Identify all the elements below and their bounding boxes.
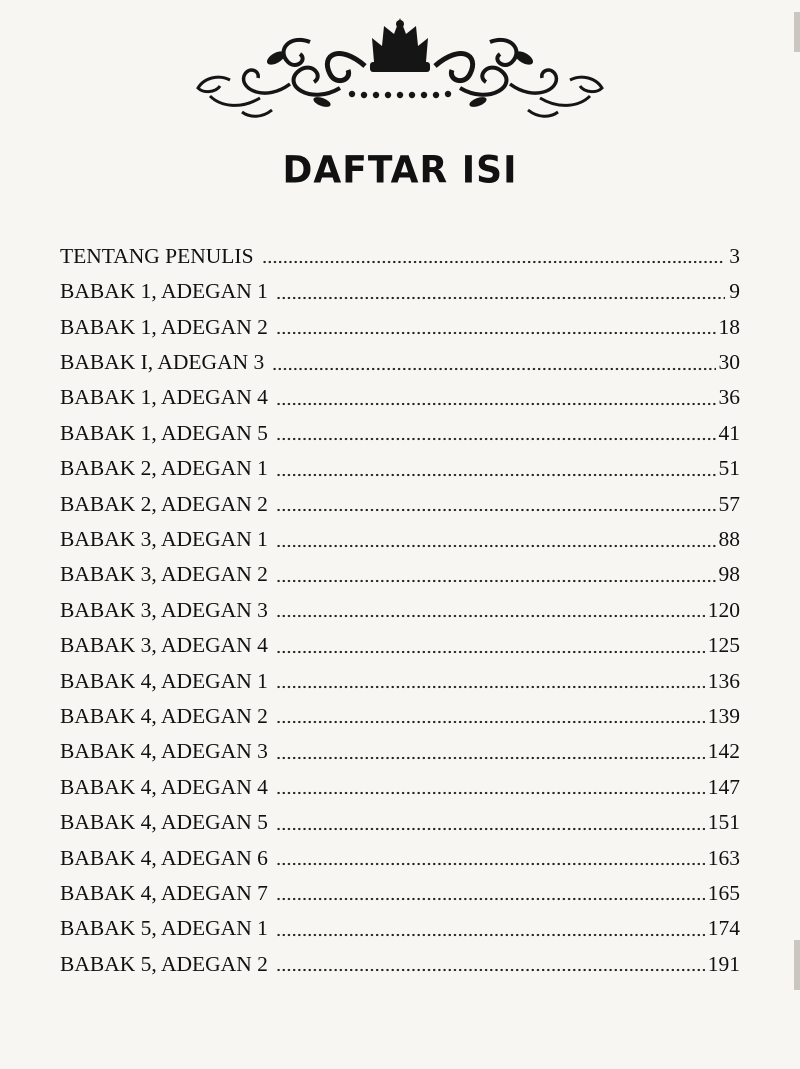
toc-entry-page-number: 30 [718,350,740,375]
dot-leader [276,473,716,477]
toc-entry [60,232,740,267]
toc-entry-page-number: 9 [729,279,740,304]
dot-leader [276,331,716,335]
toc-entry [60,586,740,621]
toc-entry-title: BABAK 2, ADEGAN 2 [60,491,268,516]
toc-entry-page-number: 3 [729,243,740,268]
dot-leader [276,650,705,654]
toc-entry [60,657,740,692]
toc-entry-page-number: 139 [707,703,740,728]
dot-leader [276,579,716,583]
toc-entry [60,515,740,550]
dot-leader [272,367,715,371]
toc-entry-title: BABAK 3, ADEGAN 4 [60,633,268,658]
toc-entry-title: BABAK 1, ADEGAN 5 [60,420,268,445]
toc-entry-page-number: 41 [718,420,740,445]
toc-entry [60,869,740,904]
dot-leader [276,968,705,972]
toc-entry-title: BABAK 4, ADEGAN 1 [60,668,268,693]
toc-entry [60,692,740,727]
toc-entry [60,374,740,409]
dot-leader [276,897,705,901]
toc-entry-page-number: 125 [707,633,740,658]
toc-entry-page-number: 98 [718,562,740,587]
toc-entry-title: BABAK 3, ADEGAN 3 [60,597,268,622]
toc-entry [60,409,740,444]
toc-entry-page-number: 88 [718,527,740,552]
dot-leader [276,827,705,831]
toc-entry [60,267,740,302]
toc-entry-title: BABAK 2, ADEGAN 1 [60,456,268,481]
toc-entry-title: BABAK 1, ADEGAN 2 [60,314,268,339]
toc-entry-page-number: 136 [707,668,740,693]
page-edge-shadow [794,12,800,52]
toc-entry [60,303,740,338]
dot-leader [276,862,705,866]
toc-entry-title: BABAK 1, ADEGAN 4 [60,385,268,410]
toc-entry-page-number: 151 [707,810,740,835]
toc-entry-page-number: 147 [707,774,740,799]
table-of-contents [60,232,740,975]
toc-entry-title: BABAK 4, ADEGAN 6 [60,845,268,870]
dot-leader [276,756,705,760]
toc-entry-title: BABAK 1, ADEGAN 1 [60,279,268,304]
toc-entry-title: BABAK I, ADEGAN 3 [60,350,265,375]
toc-entry-title: BABAK 4, ADEGAN 7 [60,880,268,905]
toc-entry [60,444,740,479]
toc-entry-page-number: 174 [707,916,740,941]
toc-entry-page-number: 163 [707,845,740,870]
toc-entry [60,763,740,798]
toc-entry-title: BABAK 3, ADEGAN 1 [60,527,268,552]
toc-entry-page-number: 51 [718,456,740,481]
toc-entry-title: TENTANG PENULIS [60,243,254,268]
toc-entry [60,551,740,586]
page-title: DAFTAR ISI [282,148,518,193]
toc-entry-page-number: 57 [718,491,740,516]
toc-entry [60,621,740,656]
toc-entry-page-number: 165 [707,880,740,905]
toc-entry-title: BABAK 4, ADEGAN 5 [60,810,268,835]
toc-entry-page-number: 142 [707,739,740,764]
dot-leader [276,544,716,548]
dot-leader [276,933,705,937]
dot-leader [262,260,725,264]
toc-entry [60,798,740,833]
dot-leader [276,685,705,689]
page-edge-shadow [794,940,800,990]
toc-entry [60,480,740,515]
crown-flourish-icon [190,14,610,122]
toc-entry-title: BABAK 4, ADEGAN 4 [60,774,268,799]
toc-entry-title: BABAK 4, ADEGAN 3 [60,739,268,764]
toc-entry-page-number: 36 [718,385,740,410]
toc-entry-title: BABAK 5, ADEGAN 1 [60,916,268,941]
dot-leader [276,402,716,406]
dot-leader [276,791,705,795]
toc-entry [60,338,740,373]
toc-entry-title: BABAK 5, ADEGAN 2 [60,951,268,976]
toc-entry-title: BABAK 3, ADEGAN 2 [60,562,268,587]
dot-leader [276,296,725,300]
toc-entry-title: BABAK 4, ADEGAN 2 [60,703,268,728]
toc-entry-page-number: 18 [718,314,740,339]
dot-leader [276,508,716,512]
toc-entry [60,834,740,869]
toc-entry-page-number: 120 [707,597,740,622]
toc-entry-page-number: 191 [707,951,740,976]
dot-leader [276,720,705,724]
dot-leader [276,614,705,618]
toc-entry [60,940,740,975]
toc-entry [60,904,740,939]
dot-leader [276,437,716,441]
toc-entry [60,727,740,762]
